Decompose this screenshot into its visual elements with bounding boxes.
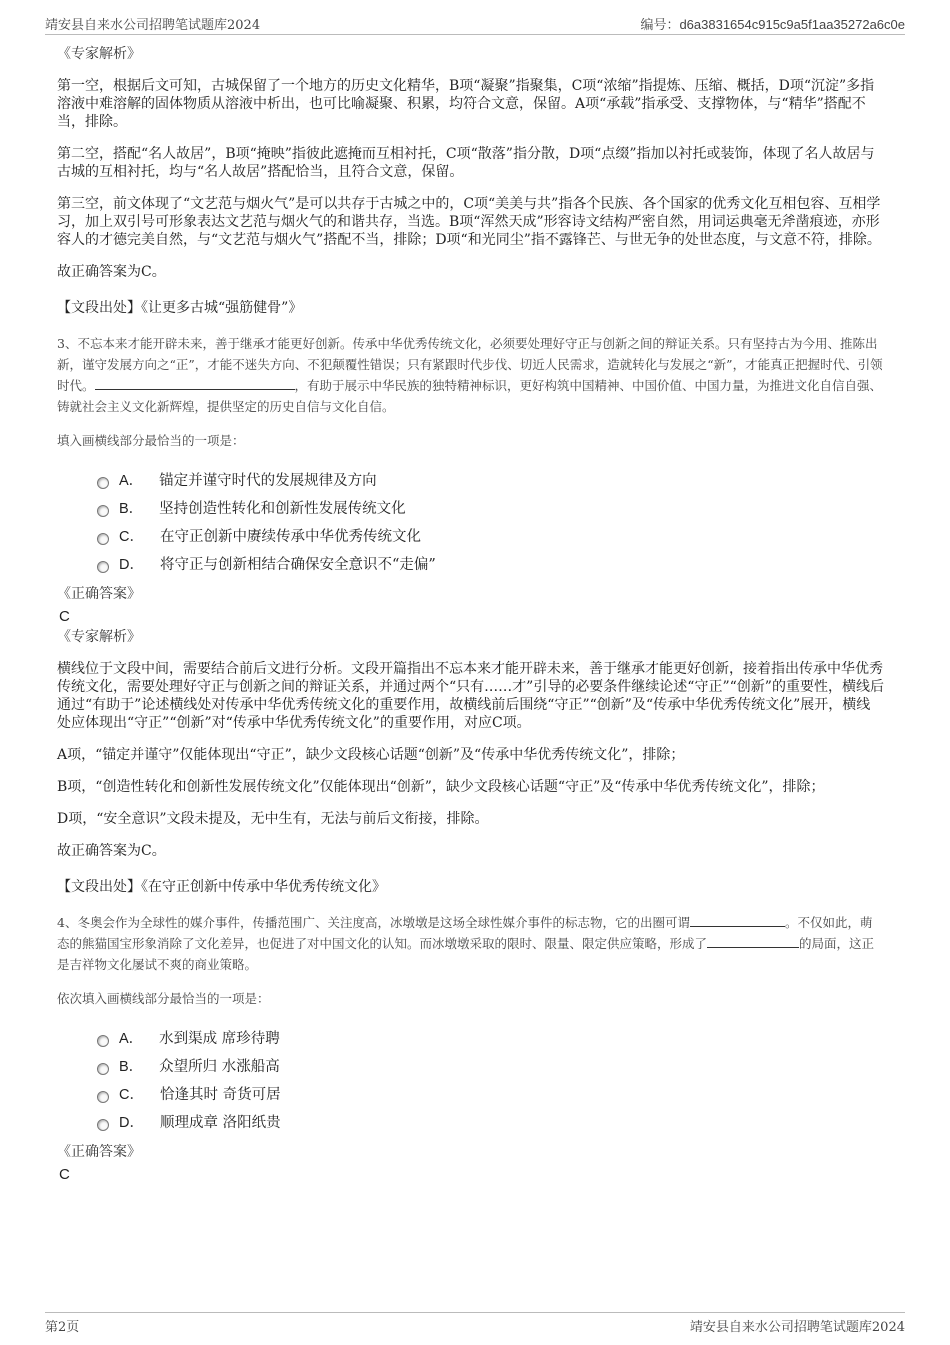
question-text: 的局面，这正是吉祥物文化屡试不爽的商业策略。	[57, 936, 875, 972]
page-number: 第2页	[45, 1320, 80, 1335]
radio-icon[interactable]	[97, 533, 109, 545]
option-b[interactable]	[97, 495, 884, 523]
option-c[interactable]	[97, 1081, 884, 1109]
option-text: 恰逢其时 奇货可居	[159, 1087, 281, 1103]
option-letter: D．	[119, 1115, 144, 1131]
question-prompt: 依次填入画横线部分最恰当的一项是：	[57, 991, 270, 1006]
correct-answer: C	[59, 608, 70, 625]
option-a[interactable]	[97, 467, 884, 495]
analysis-paragraph: 第二空，搭配“名人故居”，B项“掩映”指彼此遮掩而互相衬托，C项“散落”指分散，D项“点缀”指加以衬托或装饰，体现了名人故居与古城的互相衬托，均与“名人故居”搭配恰当，且符合文意，保留。	[57, 146, 875, 180]
radio-icon[interactable]	[97, 505, 109, 517]
radio-icon[interactable]	[97, 561, 109, 573]
radio-icon[interactable]	[97, 1091, 109, 1103]
footer-title: 靖安县自来水公司招聘笔试题库2024	[689, 1320, 905, 1335]
option-text: 锚定并谨守时代的发展规律及方向	[159, 473, 377, 489]
correct-answer: C	[59, 1166, 70, 1183]
option-text: 众望所归 水涨船高	[159, 1059, 280, 1075]
option-letter: C．	[119, 1087, 144, 1103]
radio-icon[interactable]	[97, 1119, 109, 1131]
options-list	[97, 1025, 884, 1137]
analysis-paragraph: 第三空，前文体现了“文艺范与烟火气”是可以共存于古城之中的，C项“美美与共”指各个民族、各个国家的优秀文化互相包容、互相学习，加上双引号可形象表达文艺范与烟火气的和谐共存，当选。B项“浑然天成”形容诗文结构严密自然，用词运典毫无斧凿痕迹，亦形容人的才德完美自然，与“文艺范与烟火气”搭配不当，排除；D项“和光同尘”指不露锋芒、与世无争的处世态度，与文意不符，排除。	[57, 196, 881, 248]
radio-icon[interactable]	[97, 1063, 109, 1075]
question-4	[57, 912, 884, 975]
option-text: 在守正创新中赓续传承中华优秀传统文化	[159, 529, 421, 545]
options-list	[97, 467, 884, 579]
analysis-conclusion: 故正确答案为C。	[57, 843, 166, 859]
option-text: 水到渠成 席珍待聘	[159, 1031, 280, 1047]
option-letter: A．	[119, 1031, 144, 1047]
option-letter: B．	[119, 501, 144, 517]
page-footer	[45, 1312, 905, 1335]
analysis-paragraph: B项，“创造性转化和创新性发展传统文化”仅能体现出“创新”，缺少文段核心话题“守正”及“传承中华优秀传统文化”，排除；	[57, 779, 825, 795]
radio-icon[interactable]	[97, 477, 109, 489]
analysis-paragraph: 第一空，根据后文可知，古城保留了一个地方的历史文化精华，B项“凝聚”指聚集，C项“浓缩”指提炼、压缩、概括，D项“沉淀”多指溶液中难溶解的固体物质从溶液中析出，也可比喻凝聚、积累，均符合文意，保留。A项“承载”指承受、支撑物体，与“精华”搭配不当，排除。	[57, 78, 875, 130]
option-letter: C．	[119, 529, 144, 545]
analysis-paragraph: D项，“安全意识”文段未提及，无中生有，无法与前后文衔接，排除。	[57, 811, 489, 827]
option-text: 将守正与创新相结合确保安全意识不“走偏”	[159, 557, 436, 573]
fill-blank	[707, 935, 799, 948]
analysis-label: 《专家解析》	[57, 629, 141, 645]
analysis-conclusion: 故正确答案为C。	[57, 264, 166, 280]
source-citation: 【文段出处】《在守正创新中传承中华优秀传统文化》	[57, 879, 386, 895]
option-a[interactable]	[97, 1025, 884, 1053]
question-text: ，有助于展示中华民族的独特精神标识，更好构筑中国精神、中国价值、中国力量，为推进文化自信自强、铸就社会主义文化新辉煌，提供坚定的历史自信与文化自信。	[57, 378, 883, 414]
page-header	[45, 12, 905, 35]
document-code: 编号：d6a3831654c915c9a5f1aa35272a6c0e	[640, 17, 905, 32]
option-letter: B．	[119, 1059, 144, 1075]
analysis-paragraph: 横线位于文段中间，需要结合前后文进行分析。文段开篇指出不忘本来才能开辟未来，善于继承才能更好创新，接着指出传承中华优秀传统文化，需要处理好守正与创新之间的辩证关系，并通过两个“只有……才”引导的必要条件继续论述“守正”“创新”的重要性，横线后通过“有助于”论述横线处对传承中华优秀传统文化的重要作用，故横线前后围绕“守正”“创新”及“传承中华优秀传统文化”展开，横线处应体现出“守正”“创新”对“传承中华优秀传统文化”的重要作用，对应C项。	[57, 661, 884, 731]
fill-blank	[690, 914, 785, 927]
page-content	[57, 45, 884, 1186]
option-letter: D．	[119, 557, 144, 573]
option-d[interactable]	[97, 1109, 884, 1137]
analysis-label: 《专家解析》	[57, 46, 141, 62]
answer-label: 《正确答案》	[57, 1144, 141, 1160]
option-b[interactable]	[97, 1053, 884, 1081]
source-citation: 【文段出处】《让更多古城“强筋健骨”》	[57, 300, 303, 316]
question-3	[57, 333, 884, 417]
option-d[interactable]	[97, 551, 884, 579]
option-text: 坚持创造性转化和创新性发展传统文化	[159, 501, 406, 517]
fill-blank	[95, 377, 295, 390]
question-prompt: 填入画横线部分最恰当的一项是：	[57, 433, 245, 448]
header-title: 靖安县自来水公司招聘笔试题库2024	[45, 18, 261, 33]
question-text: 4、冬奥会作为全球性的媒介事件，传播范围广、关注度高，冰墩墩是这场全球性媒介事件的标志物，它的出圈可谓	[57, 915, 690, 930]
question-text: 。不仅如此，萌态的熊猫国宝形象消除了文化差异，也促进了对中国文化的认知。而冰墩墩采取的限时、限量、限定供应策略，形成了	[57, 915, 873, 951]
option-text: 顺理成章 洛阳纸贵	[159, 1115, 281, 1131]
option-c[interactable]	[97, 523, 884, 551]
radio-icon[interactable]	[97, 1035, 109, 1047]
analysis-paragraph: A项，“锚定并谨守”仅能体现出“守正”，缺少文段核心话题“创新”及“传承中华优秀传统文化”，排除；	[57, 747, 685, 763]
answer-label: 《正确答案》	[57, 586, 141, 602]
question-text: 3、不忘本来才能开辟未来，善于继承才能更好创新。传承中华优秀传统文化，必须要处理好守正与创新之间的辩证关系。只有坚持古为今用、推陈出新，谨守发展方向之“正”，才能不迷失方向、不犯颠覆性错误；只有紧跟时代步伐、切近人民需求，造就转化与发展之“新”，才能真正把握时代、引领时代。	[57, 336, 883, 393]
option-letter: A．	[119, 473, 144, 489]
